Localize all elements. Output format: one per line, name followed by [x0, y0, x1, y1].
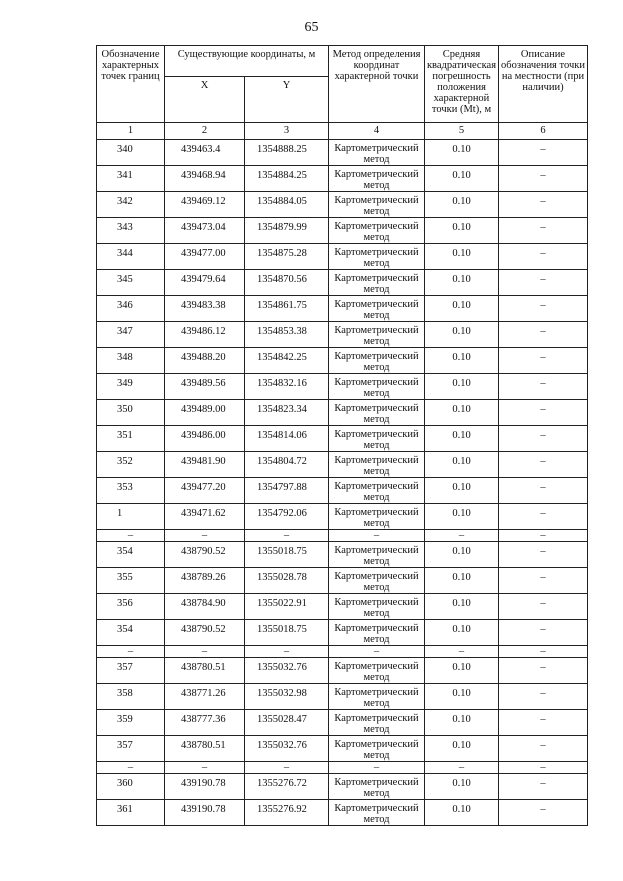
table-row [97, 568, 588, 594]
method-cell: Картометрический метод [329, 504, 425, 530]
mean-error-cell: 0.10 [425, 774, 499, 800]
mean-error-cell: 0.10 [425, 620, 499, 646]
point-id-cell: 345 [97, 270, 165, 296]
y-coordinate-cell: 1354832.16 [245, 374, 329, 400]
point-id-cell: 351 [97, 426, 165, 452]
table-row [97, 270, 588, 296]
method-cell: Картометрический метод [329, 684, 425, 710]
y-coordinate-cell: 1354853.38 [245, 322, 329, 348]
method-cell: Картометрический метод [329, 594, 425, 620]
table-row [97, 594, 588, 620]
column-number: 4 [329, 123, 425, 140]
y-coordinate-cell: 1354804.72 [245, 452, 329, 478]
y-coordinate-cell: 1355032.76 [245, 736, 329, 762]
point-id-cell: 344 [97, 244, 165, 270]
table-body [97, 140, 588, 826]
method-cell: Картометрический метод [329, 140, 425, 166]
description-cell: – [499, 774, 588, 800]
y-coordinate-cell: 1355032.76 [245, 658, 329, 684]
x-coordinate-cell: 439473.04 [165, 218, 245, 244]
x-coordinate-cell: 439481.90 [165, 452, 245, 478]
point-id-cell: 350 [97, 400, 165, 426]
description-cell: – [499, 568, 588, 594]
description-cell: – [499, 166, 588, 192]
column-number: 6 [499, 123, 588, 140]
point-id-cell: – [97, 762, 165, 774]
x-coordinate-cell: 439469.12 [165, 192, 245, 218]
method-cell: Картометрический метод [329, 736, 425, 762]
x-coordinate-cell: – [165, 762, 245, 774]
x-coordinate-cell: – [165, 646, 245, 658]
method-cell: Картометрический метод [329, 400, 425, 426]
mean-error-cell: 0.10 [425, 452, 499, 478]
mean-error-cell: – [425, 646, 499, 658]
mean-error-cell: 0.10 [425, 244, 499, 270]
mean-error-cell: 0.10 [425, 270, 499, 296]
x-coordinate-cell: 438784.90 [165, 594, 245, 620]
x-coordinate-cell: 438780.51 [165, 658, 245, 684]
table-row [97, 478, 588, 504]
y-coordinate-cell: 1354861.75 [245, 296, 329, 322]
point-id-cell: 357 [97, 658, 165, 684]
description-cell: – [499, 140, 588, 166]
method-cell: Картометрический метод [329, 192, 425, 218]
point-id-cell: – [97, 530, 165, 542]
y-coordinate-cell: 1354814.06 [245, 426, 329, 452]
header-y: Y [245, 77, 329, 123]
description-cell: – [499, 736, 588, 762]
point-id-cell: 361 [97, 800, 165, 826]
method-cell: Картометрический метод [329, 620, 425, 646]
y-coordinate-cell: 1354888.25 [245, 140, 329, 166]
table-row [97, 658, 588, 684]
method-cell: Картометрический метод [329, 244, 425, 270]
x-coordinate-cell: 438790.52 [165, 542, 245, 568]
header-existing-coordinates: Существующие координаты, м [165, 46, 329, 77]
separator-row [97, 646, 588, 658]
point-id-cell: 342 [97, 192, 165, 218]
x-coordinate-cell: 439190.78 [165, 800, 245, 826]
table-row [97, 710, 588, 736]
description-cell: – [499, 452, 588, 478]
x-coordinate-cell: 439486.12 [165, 322, 245, 348]
method-cell: Картометрический метод [329, 218, 425, 244]
column-number: 5 [425, 123, 499, 140]
point-id-cell: 360 [97, 774, 165, 800]
y-coordinate-cell: 1354823.34 [245, 400, 329, 426]
table-row [97, 542, 588, 568]
column-number: 3 [245, 123, 329, 140]
method-cell: Картометрический метод [329, 452, 425, 478]
table-row [97, 426, 588, 452]
x-coordinate-cell: 439477.20 [165, 478, 245, 504]
table-row [97, 774, 588, 800]
mean-error-cell: 0.10 [425, 192, 499, 218]
description-cell: – [499, 710, 588, 736]
point-id-cell: 352 [97, 452, 165, 478]
x-coordinate-cell: 439486.00 [165, 426, 245, 452]
header-description: Описание обозначения точки на местности (при наличии) [499, 46, 588, 123]
point-id-cell: 357 [97, 736, 165, 762]
point-id-cell: 353 [97, 478, 165, 504]
table-row [97, 684, 588, 710]
y-coordinate-cell: 1355018.75 [245, 620, 329, 646]
table-row [97, 348, 588, 374]
header-mean-error: Средняя квадратическая погрешность положения характерной точки (Mt), м [425, 46, 499, 123]
method-cell: Картометрический метод [329, 710, 425, 736]
mean-error-cell: 0.10 [425, 542, 499, 568]
description-cell: – [499, 800, 588, 826]
description-cell: – [499, 658, 588, 684]
mean-error-cell: 0.10 [425, 568, 499, 594]
description-cell: – [499, 594, 588, 620]
mean-error-cell: 0.10 [425, 736, 499, 762]
y-coordinate-cell: 1355028.47 [245, 710, 329, 736]
method-cell: Картометрический метод [329, 800, 425, 826]
description-cell: – [499, 348, 588, 374]
y-coordinate-cell: 1355022.91 [245, 594, 329, 620]
coordinates-table [96, 45, 588, 826]
x-coordinate-cell: 438790.52 [165, 620, 245, 646]
y-coordinate-cell: 1355018.75 [245, 542, 329, 568]
y-coordinate-cell: 1354792.06 [245, 504, 329, 530]
method-cell: Картометрический метод [329, 270, 425, 296]
separator-row [97, 530, 588, 542]
x-coordinate-cell: 438777.36 [165, 710, 245, 736]
description-cell: – [499, 504, 588, 530]
description-cell: – [499, 296, 588, 322]
y-coordinate-cell: – [245, 530, 329, 542]
method-cell: – [329, 646, 425, 658]
page-number: 65 [304, 20, 319, 35]
table-row [97, 620, 588, 646]
table-row [97, 504, 588, 530]
description-cell: – [499, 542, 588, 568]
column-number: 1 [97, 123, 165, 140]
table-row [97, 322, 588, 348]
method-cell: Картометрический метод [329, 348, 425, 374]
point-id-cell: 348 [97, 348, 165, 374]
table-row [97, 244, 588, 270]
table-row [97, 374, 588, 400]
description-cell: – [499, 374, 588, 400]
mean-error-cell: 0.10 [425, 400, 499, 426]
point-id-cell: 341 [97, 166, 165, 192]
y-coordinate-cell: 1354870.56 [245, 270, 329, 296]
table-row [97, 192, 588, 218]
point-id-cell: 358 [97, 684, 165, 710]
mean-error-cell: 0.10 [425, 426, 499, 452]
method-cell: – [329, 762, 425, 774]
mean-error-cell: 0.10 [425, 658, 499, 684]
header-x: X [165, 77, 245, 123]
x-coordinate-cell: 438789.26 [165, 568, 245, 594]
description-cell: – [499, 192, 588, 218]
method-cell: – [329, 530, 425, 542]
method-cell: Картометрический метод [329, 322, 425, 348]
point-id-cell: 355 [97, 568, 165, 594]
y-coordinate-cell: 1355276.92 [245, 800, 329, 826]
description-cell: – [499, 684, 588, 710]
mean-error-cell: 0.10 [425, 594, 499, 620]
y-coordinate-cell: 1355028.78 [245, 568, 329, 594]
mean-error-cell: 0.10 [425, 800, 499, 826]
method-cell: Картометрический метод [329, 774, 425, 800]
mean-error-cell: 0.10 [425, 710, 499, 736]
description-cell: – [499, 400, 588, 426]
x-coordinate-cell: – [165, 530, 245, 542]
y-coordinate-cell: 1354884.25 [245, 166, 329, 192]
point-id-cell: – [97, 646, 165, 658]
description-cell: – [499, 762, 588, 774]
table-row [97, 736, 588, 762]
mean-error-cell: – [425, 762, 499, 774]
x-coordinate-cell: 439479.64 [165, 270, 245, 296]
mean-error-cell: 0.10 [425, 348, 499, 374]
y-coordinate-cell: 1354884.05 [245, 192, 329, 218]
description-cell: – [499, 426, 588, 452]
point-id-cell: 356 [97, 594, 165, 620]
point-id-cell: 1 [97, 504, 165, 530]
point-id-cell: 343 [97, 218, 165, 244]
x-coordinate-cell: 439489.00 [165, 400, 245, 426]
method-cell: Картометрический метод [329, 542, 425, 568]
mean-error-cell: 0.10 [425, 684, 499, 710]
table-row [97, 140, 588, 166]
x-coordinate-cell: 439471.62 [165, 504, 245, 530]
description-cell: – [499, 322, 588, 348]
y-coordinate-cell: 1355276.72 [245, 774, 329, 800]
point-id-cell: 347 [97, 322, 165, 348]
method-cell: Картометрический метод [329, 568, 425, 594]
x-coordinate-cell: 439488.20 [165, 348, 245, 374]
mean-error-cell: 0.10 [425, 140, 499, 166]
y-coordinate-cell: 1354797.88 [245, 478, 329, 504]
mean-error-cell: 0.10 [425, 504, 499, 530]
x-coordinate-cell: 439483.38 [165, 296, 245, 322]
method-cell: Картометрический метод [329, 374, 425, 400]
point-id-cell: 354 [97, 542, 165, 568]
description-cell: – [499, 620, 588, 646]
description-cell: – [499, 218, 588, 244]
y-coordinate-cell: 1354842.25 [245, 348, 329, 374]
point-id-cell: 346 [97, 296, 165, 322]
point-id-cell: 349 [97, 374, 165, 400]
column-number: 2 [165, 123, 245, 140]
y-coordinate-cell: 1355032.98 [245, 684, 329, 710]
mean-error-cell: 0.10 [425, 166, 499, 192]
x-coordinate-cell: 439463.4 [165, 140, 245, 166]
separator-row [97, 762, 588, 774]
point-id-cell: 354 [97, 620, 165, 646]
table-row [97, 400, 588, 426]
x-coordinate-cell: 439468.94 [165, 166, 245, 192]
mean-error-cell: 0.10 [425, 374, 499, 400]
method-cell: Картометрический метод [329, 478, 425, 504]
table-row [97, 296, 588, 322]
mean-error-cell: – [425, 530, 499, 542]
table-row [97, 452, 588, 478]
point-id-cell: 359 [97, 710, 165, 736]
description-cell: – [499, 270, 588, 296]
mean-error-cell: 0.10 [425, 322, 499, 348]
table-row [97, 800, 588, 826]
mean-error-cell: 0.10 [425, 218, 499, 244]
method-cell: Картометрический метод [329, 296, 425, 322]
y-coordinate-cell: – [245, 762, 329, 774]
x-coordinate-cell: 439489.56 [165, 374, 245, 400]
description-cell: – [499, 478, 588, 504]
x-coordinate-cell: 439190.78 [165, 774, 245, 800]
x-coordinate-cell: 439477.00 [165, 244, 245, 270]
mean-error-cell: 0.10 [425, 478, 499, 504]
point-id-cell: 340 [97, 140, 165, 166]
x-coordinate-cell: 438771.26 [165, 684, 245, 710]
y-coordinate-cell: 1354879.99 [245, 218, 329, 244]
table-row [97, 218, 588, 244]
method-cell: Картометрический метод [329, 426, 425, 452]
description-cell: – [499, 646, 588, 658]
description-cell: – [499, 244, 588, 270]
y-coordinate-cell: – [245, 646, 329, 658]
header-point-designation: Обозначение характерных точек границ [97, 46, 165, 123]
y-coordinate-cell: 1354875.28 [245, 244, 329, 270]
mean-error-cell: 0.10 [425, 296, 499, 322]
x-coordinate-cell: 438780.51 [165, 736, 245, 762]
table-row [97, 166, 588, 192]
description-cell: – [499, 530, 588, 542]
header-method: Метод определения координат характерной точки [329, 46, 425, 123]
method-cell: Картометрический метод [329, 658, 425, 684]
method-cell: Картометрический метод [329, 166, 425, 192]
